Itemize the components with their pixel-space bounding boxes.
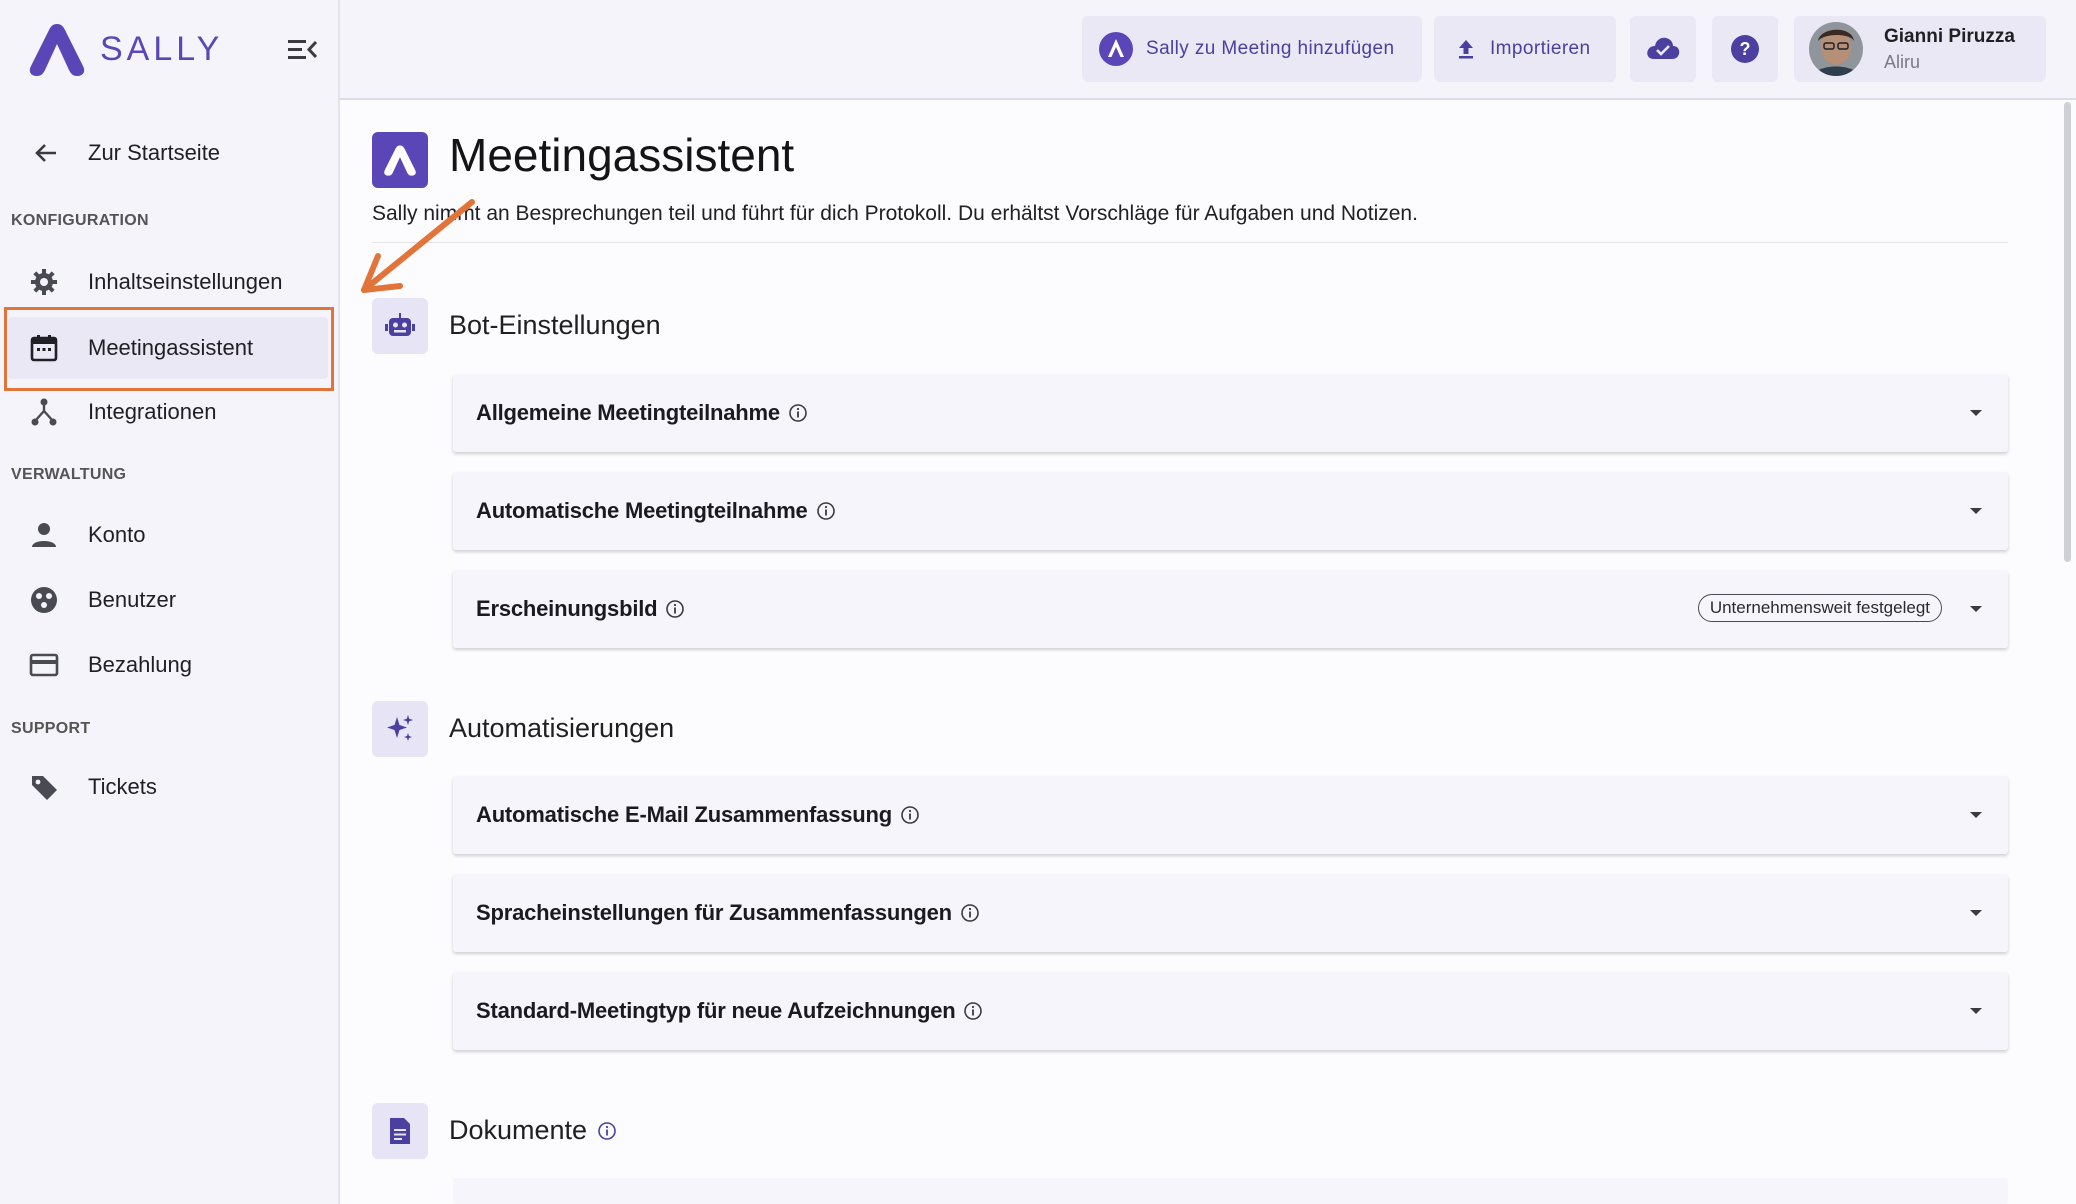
accordion-allgemeine-meetingteilnahme[interactable]	[453, 374, 2008, 452]
sidebar-item-integrationen[interactable]	[8, 381, 328, 443]
sally-logo-icon	[1098, 31, 1134, 67]
sidebar-item-label: Bezahlung	[88, 652, 192, 677]
page-icon	[372, 132, 428, 188]
accordion-label: Erscheinungsbild	[476, 596, 658, 621]
accordion-erscheinungsbild[interactable]	[453, 570, 2008, 648]
sidebar-item-label: Inhaltseinstellungen	[88, 269, 283, 294]
integration-icon	[28, 396, 60, 428]
add-sally-to-meeting-button[interactable]	[1082, 16, 1422, 82]
section-konfiguration: KONFIGURATION	[11, 212, 149, 229]
svg-text:?: ?	[1739, 39, 1751, 59]
chevron-down-icon[interactable]	[1966, 599, 1986, 619]
chevron-down-icon[interactable]	[1966, 903, 1986, 923]
back-label: Zur Startseite	[88, 140, 221, 165]
section-title-bot-settings: Bot-Einstellungen	[449, 310, 661, 340]
help-icon	[1730, 34, 1760, 64]
info-icon[interactable]	[597, 1121, 617, 1141]
sidebar-item-benutzer[interactable]	[8, 569, 328, 631]
info-icon[interactable]	[960, 903, 980, 923]
accordion-email-summary[interactable]	[453, 776, 2008, 854]
sidebar-item-meetingassistent[interactable]	[8, 317, 328, 379]
help-button[interactable]	[1712, 16, 1778, 82]
accordion-label: Standard-Meetingtyp für neue Aufzeichnungen	[476, 998, 956, 1023]
accordion-label: Spracheinstellungen für Zusammenfassungen	[476, 900, 952, 925]
top-bar	[340, 0, 2076, 100]
user-organization: Aliru	[1884, 51, 1921, 72]
chevron-down-icon[interactable]	[1966, 805, 1986, 825]
avatar	[1808, 21, 1864, 77]
divider	[372, 242, 2008, 243]
chevron-down-icon[interactable]	[1966, 403, 1986, 423]
person-icon	[28, 519, 60, 551]
accordion-automatische-meetingteilnahme[interactable]	[453, 472, 2008, 550]
brand-name: SALLY	[100, 29, 224, 68]
credit-card-icon	[28, 649, 60, 681]
section-title-documents	[449, 1115, 617, 1146]
collapse-menu-icon[interactable]	[284, 34, 320, 64]
calendar-icon	[28, 332, 60, 364]
info-icon[interactable]	[788, 403, 808, 423]
sidebar-item-label: Tickets	[88, 774, 157, 799]
section-verwaltung: VERWALTUNG	[11, 466, 127, 483]
sidebar-item-bezahlung[interactable]	[8, 634, 328, 696]
sidebar-item-inhaltseinstellungen[interactable]	[8, 251, 328, 313]
upload-icon	[1454, 37, 1478, 61]
scrollbar[interactable]	[2064, 102, 2071, 562]
chevron-down-icon[interactable]	[1966, 501, 1986, 521]
cloud-check-icon	[1645, 35, 1681, 63]
sidebar-item-label: Meetingassistent	[88, 335, 254, 360]
page-title: Meetingassistent	[449, 129, 795, 181]
import-button[interactable]	[1434, 16, 1616, 82]
sidebar-item-label: Integrationen	[88, 399, 217, 424]
page-description: Sally nimmt an Besprechungen teil und führt für dich Protokoll. Du erhältst Vorschläge für Aufgaben und Notizen.	[372, 202, 1418, 225]
section-support: SUPPORT	[11, 720, 91, 737]
back-to-home-link[interactable]	[0, 130, 340, 176]
sparkles-icon	[372, 701, 428, 757]
sidebar	[0, 0, 340, 1204]
sidebar-item-label: Benutzer	[88, 587, 177, 612]
sally-logo-icon	[382, 143, 418, 177]
sidebar-item-tickets[interactable]	[8, 756, 328, 818]
users-icon	[28, 584, 60, 616]
sidebar-item-label: Konto	[88, 522, 146, 547]
document-icon	[372, 1103, 428, 1159]
accordion-default-meeting-type[interactable]	[453, 972, 2008, 1050]
user-name: Gianni Piruzza	[1884, 25, 2015, 47]
accordion-language-settings[interactable]	[453, 874, 2008, 952]
add-to-meeting-label: Sally zu Meeting hinzufügen	[1146, 38, 1395, 59]
accordion-label: Automatische Meetingteilnahme	[476, 498, 808, 523]
company-wide-badge: Unternehmensweit festgelegt	[1698, 594, 1942, 622]
sally-logo-icon	[26, 20, 88, 78]
import-label: Importieren	[1490, 38, 1591, 59]
info-icon[interactable]	[963, 1001, 983, 1021]
accordion-label: Automatische E-Mail Zusammenfassung	[476, 802, 892, 827]
info-icon[interactable]	[816, 501, 836, 521]
accordion-label: Allgemeine Meetingteilnahme	[476, 400, 780, 425]
info-icon[interactable]	[665, 599, 685, 619]
gear-icon	[28, 266, 60, 298]
robot-icon	[372, 298, 428, 354]
chevron-down-icon[interactable]	[1966, 1001, 1986, 1021]
sidebar-item-konto[interactable]	[8, 504, 328, 566]
brand[interactable]	[26, 20, 223, 78]
cloud-sync-button[interactable]	[1630, 16, 1696, 82]
user-menu-button[interactable]	[1794, 16, 2046, 82]
arrow-left-icon	[32, 139, 60, 167]
info-icon[interactable]	[900, 805, 920, 825]
section-title-text: Dokumente	[449, 1115, 588, 1145]
accordion-documents-partial[interactable]	[453, 1178, 2008, 1204]
tag-icon	[28, 771, 60, 803]
section-title-automations: Automatisierungen	[449, 713, 675, 743]
